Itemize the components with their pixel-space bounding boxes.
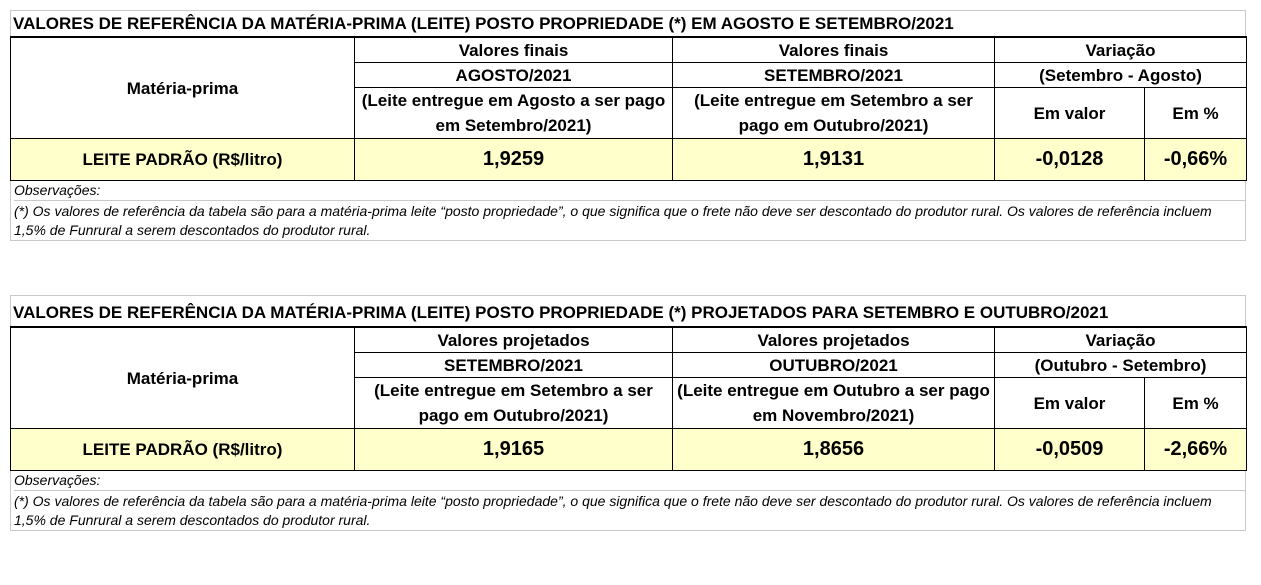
header-materia-prima: Matéria-prima [11, 327, 355, 429]
variation-percent: -0,66% [1145, 139, 1247, 181]
header-em-valor: Em valor [995, 88, 1145, 139]
row-label: LEITE PADRÃO (R$/litro) [11, 429, 355, 471]
table-title: VALORES DE REFERÊNCIA DA MATÉRIA-PRIMA (LEITE) POSTO PROPRIEDADE (*) EM AGOSTO E SETEMBRO/2021 [10, 10, 1246, 36]
table-row [11, 139, 1247, 181]
values-table [10, 36, 1247, 181]
reference-table-august-september [10, 10, 1246, 241]
header-variacao: Variação [995, 37, 1247, 63]
header-variacao-range: (Setembro - Agosto) [995, 63, 1247, 88]
observations-label: Observações: [14, 471, 1245, 491]
header-col2-month: SETEMBRO/2021 [673, 63, 995, 88]
header-col1-line1: Valores finais [355, 37, 673, 63]
value-august: 1,9259 [355, 139, 673, 181]
header-em-pct: Em % [1145, 378, 1247, 429]
table-row [11, 429, 1247, 471]
value-september: 1,9165 [355, 429, 673, 471]
header-col1-line1: Valores projetados [355, 327, 673, 353]
header-col2-line1: Valores finais [673, 37, 995, 63]
header-variacao: Variação [995, 327, 1247, 353]
value-september: 1,9131 [673, 139, 995, 181]
variation-value: -0,0128 [995, 139, 1145, 181]
header-col2-note: (Leite entregue em Outubro a ser pago em Novembro/2021) [673, 378, 995, 429]
header-col1-note: (Leite entregue em Setembro a ser pago em Outubro/2021) [355, 378, 673, 429]
header-em-valor: Em valor [995, 378, 1145, 429]
table-title: VALORES DE REFERÊNCIA DA MATÉRIA-PRIMA (LEITE) POSTO PROPRIEDADE (*) PROJETADOS PARA SETEMBRO E OUTUBRO/2021 [10, 295, 1246, 326]
row-label: LEITE PADRÃO (R$/litro) [11, 139, 355, 181]
values-table [10, 326, 1247, 471]
value-october: 1,8656 [673, 429, 995, 471]
header-col1-month: SETEMBRO/2021 [355, 353, 673, 378]
header-materia-prima: Matéria-prima [11, 37, 355, 139]
observations-text: (*) Os valores de referência da tabela são para a matéria-prima leite “posto propriedade”, o que significa que o frete não deve ser descontado do produtor rural. Os valores de referência incluem 1,5% de Funrural a serem descontados do produtor rural. [14, 203, 1212, 238]
header-col2-note: (Leite entregue em Setembro a ser pago em Outubro/2021) [673, 88, 995, 139]
variation-percent: -2,66% [1145, 429, 1247, 471]
header-col2-month: OUTUBRO/2021 [673, 353, 995, 378]
header-em-pct: Em % [1145, 88, 1247, 139]
observations-text: (*) Os valores de referência da tabela são para a matéria-prima leite “posto propriedade”, o que significa que o frete não deve ser descontado do produtor rural. Os valores de referência incluem 1,5% de Funrural a serem descontados do produtor rural. [14, 493, 1212, 528]
header-col1-month: AGOSTO/2021 [355, 63, 673, 88]
header-col2-line1: Valores projetados [673, 327, 995, 353]
reference-table-september-october [10, 295, 1246, 531]
variation-value: -0,0509 [995, 429, 1145, 471]
observations-label: Observações: [14, 181, 1245, 201]
header-col1-note: (Leite entregue em Agosto a ser pago em Setembro/2021) [355, 88, 673, 139]
observations [10, 471, 1246, 531]
header-variacao-range: (Outubro - Setembro) [995, 353, 1247, 378]
observations [10, 181, 1246, 241]
